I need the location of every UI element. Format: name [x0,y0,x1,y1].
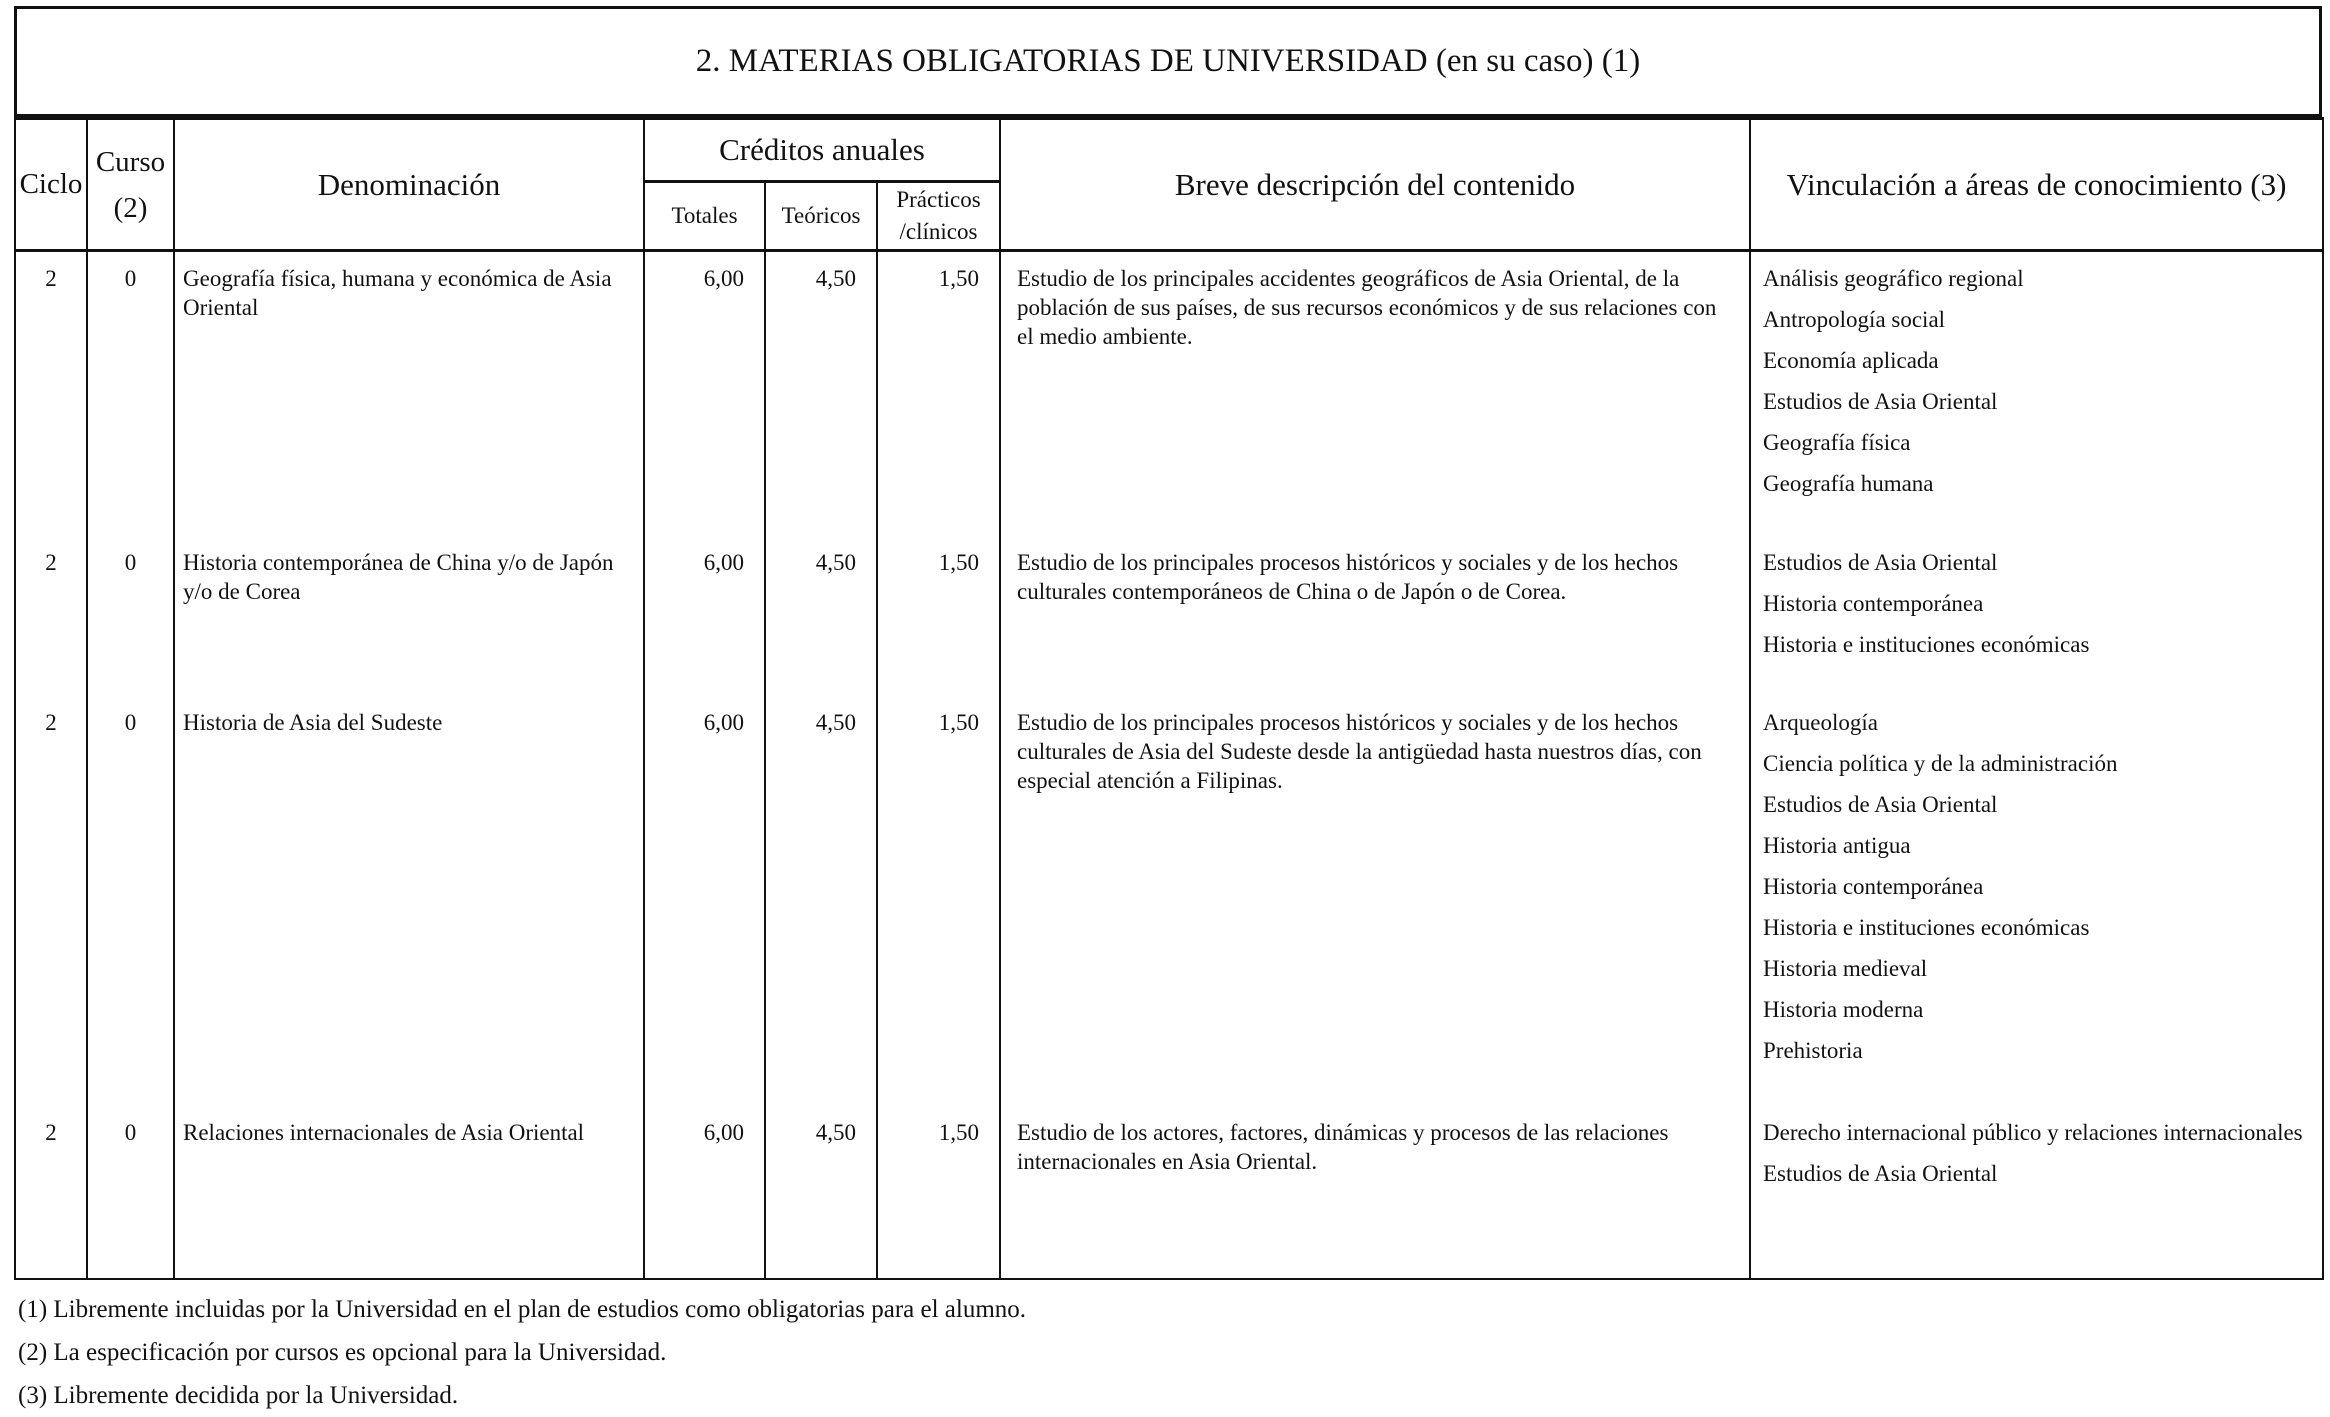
cell-totales: 6,00 [644,536,765,696]
header-practicos [877,182,1000,251]
area-item: Estudios de Asia Oriental [1763,549,1998,575]
cell-curso: 0 [87,536,174,696]
area-item: Derecho internacional público y relaciones internacionales [1763,1119,2303,1145]
area-item: Historia medieval [1763,955,1928,981]
area-item: Prehistoria [1763,1037,1863,1063]
area-item: Historia e instituciones económicas [1763,914,2090,940]
page-title [14,6,2322,117]
table-row [15,536,2323,696]
header-teoricos: Teóricos [765,182,877,251]
area-item: Antropología social [1763,307,1946,332]
area-item: Estudios de Asia Oriental [1763,1160,1998,1186]
cell-ciclo: 2 [15,1106,87,1279]
area-item: Historia contemporánea [1763,590,1984,616]
cell-areas [1750,536,2323,696]
area-item: Historia antigua [1763,832,1911,858]
cell-practicos: 1,50 [877,251,1000,536]
header-practicos-line1: Prácticos [896,187,981,212]
header-practicos-line2: /clínicos [899,219,978,244]
cell-practicos: 1,50 [877,1106,1000,1279]
footnote: (3) Libremente decidida por la Universidad. [18,1382,459,1409]
page-title-text: 2. MATERIAS OBLIGATORIAS DE UNIVERSIDAD (en su caso) (1) [695,43,1641,79]
table-row [15,1106,2323,1279]
table-header [15,119,2323,251]
cell-denominacion: Relaciones internacionales de Asia Oriental [174,1106,644,1279]
header-descripcion: Breve descripción del contenido [1000,119,1750,251]
cell-practicos: 1,50 [877,536,1000,696]
header-curso [87,119,174,251]
footnotes [18,1288,1026,1417]
cell-areas [1750,1106,2323,1279]
header-curso-label: Curso [95,145,166,178]
cell-descripcion: Estudio de los principales procesos históricos y sociales y de los hechos culturales de Asia del Sudeste desde la antigüedad hasta nuestros días, con especial atención a Filipinas. [1000,696,1750,1106]
cell-totales: 6,00 [644,696,765,1106]
cell-denominacion: Historia de Asia del Sudeste [174,696,644,1106]
cell-totales: 6,00 [644,251,765,536]
cell-descripcion: Estudio de los principales accidentes geográficos de Asia Oriental, de la población de sus países, de sus recursos económicos y de sus relaciones con el medio ambiente. [1000,251,1750,536]
cell-denominacion: Geografía física, humana y económica de Asia Oriental [174,251,644,536]
header-denominacion: Denominación [174,119,644,251]
header-creditos-anuales: Créditos anuales [644,119,1000,182]
area-item: Arqueología [1763,709,1878,735]
area-item: Análisis geográfico regional [1763,266,2024,291]
table-row [15,251,2323,536]
header-curso-note: (2) [113,191,148,224]
footnote: (1) Libremente incluidas por la Universidad en el plan de estudios como obligatorias para el alumno. [18,1296,1027,1323]
cell-areas [1750,251,2323,536]
header-vinculacion: Vinculación a áreas de conocimiento (3) [1750,119,2323,251]
area-item: Geografía humana [1763,471,1934,496]
cell-areas [1750,696,2323,1106]
cell-curso: 0 [87,251,174,536]
cell-curso: 0 [87,696,174,1106]
area-item: Historia moderna [1763,996,1924,1022]
footnote: (2) La especificación por cursos es opcional para la Universidad. [18,1339,667,1366]
area-item: Geografía física [1763,430,1911,455]
table-row [15,696,2323,1106]
cell-teoricos: 4,50 [765,696,877,1106]
area-item: Historia contemporánea [1763,873,1984,899]
cell-teoricos: 4,50 [765,1106,877,1279]
table-body [15,251,2323,1279]
header-ciclo: Ciclo [15,119,87,251]
cell-teoricos: 4,50 [765,536,877,696]
cell-ciclo: 2 [15,696,87,1106]
cell-ciclo: 2 [15,536,87,696]
cell-curso: 0 [87,1106,174,1279]
cell-practicos: 1,50 [877,696,1000,1106]
area-item: Economía aplicada [1763,348,1939,373]
area-item: Ciencia política y de la administración [1763,750,2118,776]
cell-denominacion: Historia contemporánea de China y/o de Japón y/o de Corea [174,536,644,696]
cell-teoricos: 4,50 [765,251,877,536]
area-item: Estudios de Asia Oriental [1763,389,1998,414]
materias-table [14,117,2324,1280]
cell-descripcion: Estudio de los actores, factores, dinámicas y procesos de las relaciones internacionales en Asia Oriental. [1000,1106,1750,1279]
cell-descripcion: Estudio de los principales procesos históricos y sociales y de los hechos culturales contemporáneos de China o de Japón o de Corea. [1000,536,1750,696]
area-item: Historia e instituciones económicas [1763,631,2090,657]
cell-totales: 6,00 [644,1106,765,1279]
cell-ciclo: 2 [15,251,87,536]
header-totales: Totales [644,182,765,251]
area-item: Estudios de Asia Oriental [1763,791,1998,817]
